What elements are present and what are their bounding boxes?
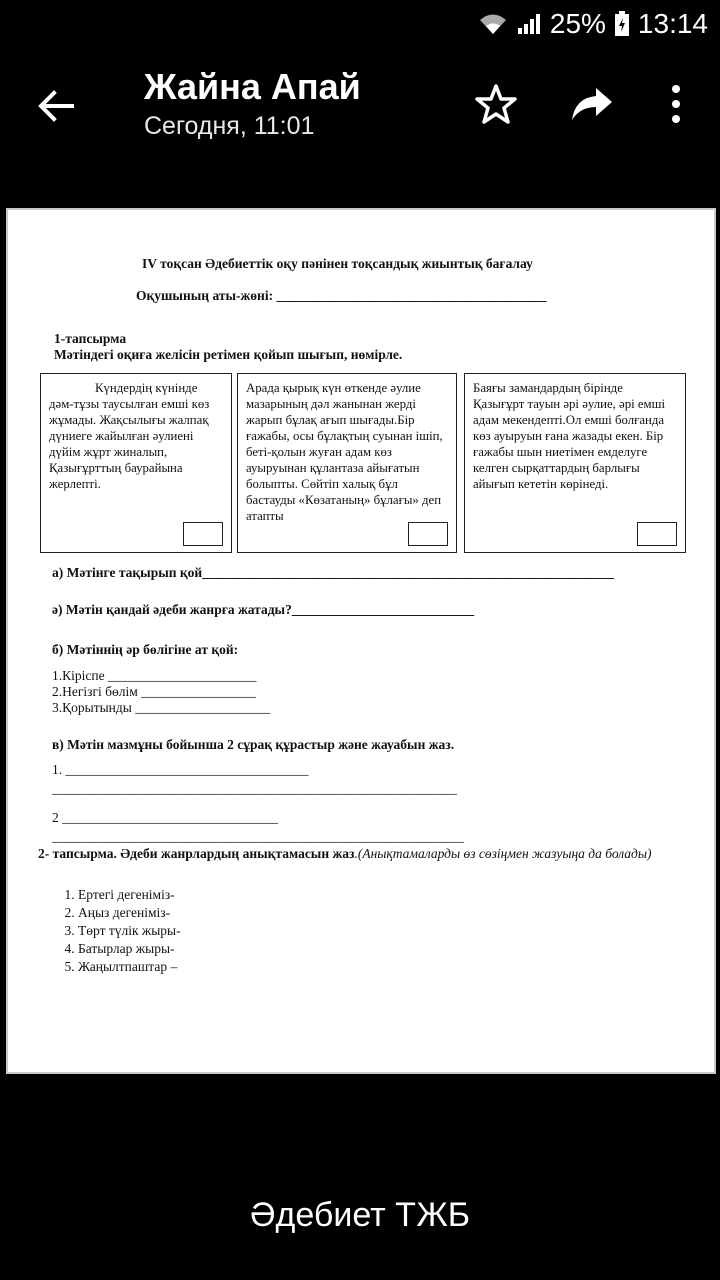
app-bar <box>0 50 720 206</box>
answer-line-2b: _____________________________________________________________ <box>52 829 464 844</box>
text-box-3 <box>464 373 686 553</box>
number-box-1 <box>183 522 223 546</box>
part-3: 3.Қорытынды ____________________ <box>52 700 271 715</box>
question-b: б) Мәтіннің әр бөлігіне ат қой: <box>52 642 239 657</box>
student-name-line: Оқушының аты-жөні: ________________________________________ <box>136 288 547 303</box>
task2-title: 2- тапсырма. Әдеби жанрлардың анықтамасын жаз <box>38 846 355 861</box>
answer-line-2: 2 ________________________________ <box>52 810 279 825</box>
text-box-1 <box>40 373 232 553</box>
list-item: 2. Аңыз дегеніміз- <box>78 904 181 922</box>
text-box-1-text: Күндердің күнінде дәм-тұзы таусылған емші көз жұмады. Жақсылығы жалпақ дүниеге жайылған әулиені дүйім жұрт жиналып, Қазығұрттың баурайына жерлепті. <box>49 381 210 491</box>
answer-line-1b: ____________________________________________________________ <box>52 781 457 796</box>
task2-note: .(Анықтамаларды өз сөзіңмен жазуыңа да болады) <box>354 846 652 861</box>
share-icon[interactable] <box>570 82 614 126</box>
battery-percent: 25% <box>549 8 606 39</box>
clock: 13:14 <box>637 8 708 39</box>
star-icon[interactable] <box>474 82 518 126</box>
battery-icon <box>614 11 630 37</box>
doc-heading: IV тоқсан Әдебиеттік оқу пәнінен тоқсандық жиынтық бағалау <box>142 256 533 271</box>
answer-line-1: 1. ____________________________________ <box>52 762 309 777</box>
number-box-2 <box>408 522 448 546</box>
part-1: 1.Кіріспе ______________________ <box>52 668 257 683</box>
question-a: а) Мәтінге тақырып қой_____________________________________________________________ <box>52 565 614 580</box>
document-page[interactable] <box>6 208 716 1074</box>
question-v: в) Мәтін мазмұны бойынша 2 сұрақ құрастыр және жауабын жаз. <box>52 737 455 752</box>
part-2: 2.Негізгі бөлім _________________ <box>52 684 256 699</box>
chat-subtitle: Сегодня, 11:01 <box>144 112 315 140</box>
list-item: 5. Жаңылтпаштар – <box>78 958 181 976</box>
status-bar <box>0 0 720 50</box>
list-item: 1. Ертегі дегеніміз- <box>78 886 181 904</box>
back-arrow-icon[interactable] <box>34 84 78 128</box>
more-vert-icon[interactable] <box>654 82 698 126</box>
task2 <box>38 846 678 862</box>
task1-text: Мәтіндегі оқиға желісін ретімен қойып шығып, нөмірле. <box>54 347 403 362</box>
question-ae: ә) Мәтін қандай әдеби жанрға жатады?___________________________ <box>52 602 475 617</box>
image-caption: Әдебиет ТЖБ <box>249 1196 471 1234</box>
list-item: 3. Төрт түлік жыры- <box>78 922 181 940</box>
genre-list <box>48 886 181 976</box>
signal-icon <box>516 12 542 36</box>
text-box-3-text: Баяғы замандардың бірінде Қазығұрт тауын әрі әулие, әрі емші адам мекендепті.Ол емші болғанда көз ауыруын ғана жазады екен. Бір ғажабы шын ниетімен емделуге келген сырқаттардың барлығы айығып кететін көрінеді. <box>473 381 666 491</box>
chat-title: Жайна Апай <box>144 66 361 107</box>
text-box-2 <box>237 373 457 553</box>
wifi-icon <box>478 12 508 36</box>
number-box-3 <box>637 522 677 546</box>
list-item: 4. Батырлар жыры- <box>78 940 181 958</box>
text-box-2-text: Арада қырық күн өткенде әулие мазарының дәл жанынан жерді жарып бұлақ ағып шығады.Бір ғажабы, осы бұлақтың суынан ішіп, беті-қолын жуған адам көз ауыруынан құлантаза айығатын болыпты. Сөйтіп халық бұл бастауды «Көзатаның» бұлағы» деп атапты <box>246 381 443 523</box>
task1-label: 1-тапсырма <box>54 331 127 346</box>
